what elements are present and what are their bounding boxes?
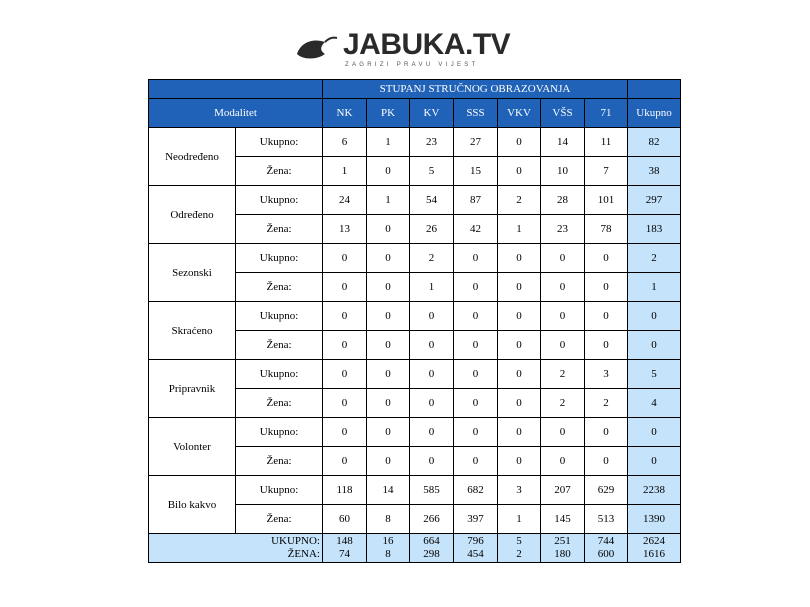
value-cell: 0 xyxy=(410,418,454,447)
row-label: Žena: xyxy=(236,447,323,476)
jabuka-logo xyxy=(295,28,511,72)
footer-women-value: 454 xyxy=(467,548,484,560)
row-total-cell: 0 xyxy=(628,331,681,360)
table-row xyxy=(149,244,681,273)
value-cell: 0 xyxy=(541,331,585,360)
row-label: Žena: xyxy=(236,273,323,302)
value-cell: 6 xyxy=(323,128,367,157)
column-header: KV xyxy=(410,99,454,128)
value-cell: 5 xyxy=(410,157,454,186)
value-cell: 0 xyxy=(541,273,585,302)
row-label: Žena: xyxy=(236,505,323,534)
value-cell: 28 xyxy=(541,186,585,215)
value-cell: 0 xyxy=(323,273,367,302)
footer-total-value: 664 xyxy=(423,535,440,547)
footer-women-value: 600 xyxy=(597,548,615,560)
value-cell: 3 xyxy=(585,360,628,389)
footer-women-value: 2 xyxy=(516,548,522,560)
value-cell: 0 xyxy=(367,331,410,360)
row-total-cell: 82 xyxy=(628,128,681,157)
value-cell: 54 xyxy=(410,186,454,215)
footer-total-value: 744 xyxy=(597,535,615,547)
logo-tagline: ZAGRIZI PRAVU VIJEST xyxy=(345,62,479,68)
row-label: Ukupno: xyxy=(236,186,323,215)
value-cell: 0 xyxy=(410,302,454,331)
value-cell: 11 xyxy=(585,128,628,157)
footer-cell xyxy=(541,534,585,563)
value-cell: 42 xyxy=(454,215,498,244)
value-cell: 7 xyxy=(585,157,628,186)
value-cell: 1 xyxy=(410,273,454,302)
logo-name: JABUKA.TV xyxy=(343,28,511,61)
table-row xyxy=(149,360,681,389)
modalitet-label: Bilo kakvo xyxy=(149,476,236,534)
value-cell: 682 xyxy=(454,476,498,505)
modalitet-header: Modalitet xyxy=(149,99,323,128)
title-spacer xyxy=(149,80,323,99)
column-header: VKV xyxy=(498,99,541,128)
value-cell: 101 xyxy=(585,186,628,215)
value-cell: 0 xyxy=(454,302,498,331)
footer-women-value: 74 xyxy=(339,548,350,560)
modalitet-label: Neodređeno xyxy=(149,128,236,186)
footer-cell xyxy=(367,534,410,563)
value-cell: 0 xyxy=(585,302,628,331)
value-cell: 0 xyxy=(541,418,585,447)
education-stats-table xyxy=(148,79,681,563)
footer-cell xyxy=(585,534,628,563)
row-total-cell: 0 xyxy=(628,418,681,447)
value-cell: 0 xyxy=(498,389,541,418)
footer-cell xyxy=(498,534,541,563)
footer-total-value: 2624 xyxy=(643,535,665,547)
value-cell: 13 xyxy=(323,215,367,244)
value-cell: 513 xyxy=(585,505,628,534)
modalitet-label: Skraćeno xyxy=(149,302,236,360)
title-spacer-right xyxy=(628,80,681,99)
footer-total-value: 251 xyxy=(554,535,571,547)
value-cell: 585 xyxy=(410,476,454,505)
value-cell: 0 xyxy=(498,447,541,476)
value-cell: 27 xyxy=(454,128,498,157)
value-cell: 2 xyxy=(498,186,541,215)
value-cell: 0 xyxy=(454,273,498,302)
value-cell: 0 xyxy=(367,418,410,447)
value-cell: 0 xyxy=(367,215,410,244)
value-cell: 0 xyxy=(323,244,367,273)
column-header: NK xyxy=(323,99,367,128)
value-cell: 0 xyxy=(454,331,498,360)
value-cell: 1 xyxy=(323,157,367,186)
table-row xyxy=(149,418,681,447)
row-label: Ukupno: xyxy=(236,418,323,447)
row-total-cell: 0 xyxy=(628,447,681,476)
footer-women-value: 298 xyxy=(423,548,440,560)
row-total-cell: 5 xyxy=(628,360,681,389)
value-cell: 1 xyxy=(367,186,410,215)
footer-cell xyxy=(628,534,681,563)
value-cell: 0 xyxy=(323,302,367,331)
value-cell: 0 xyxy=(585,331,628,360)
footer-cell xyxy=(323,534,367,563)
value-cell: 0 xyxy=(323,360,367,389)
value-cell: 0 xyxy=(454,418,498,447)
value-cell: 0 xyxy=(410,360,454,389)
value-cell: 0 xyxy=(323,447,367,476)
value-cell: 0 xyxy=(323,331,367,360)
value-cell: 14 xyxy=(367,476,410,505)
value-cell: 0 xyxy=(498,331,541,360)
value-cell: 207 xyxy=(541,476,585,505)
value-cell: 0 xyxy=(323,418,367,447)
row-label: Ukupno: xyxy=(236,360,323,389)
value-cell: 629 xyxy=(585,476,628,505)
value-cell: 3 xyxy=(498,476,541,505)
column-header: SSS xyxy=(454,99,498,128)
footer-total-value: 796 xyxy=(467,535,484,547)
modalitet-label: Volonter xyxy=(149,418,236,476)
value-cell: 0 xyxy=(585,447,628,476)
table-row xyxy=(149,476,681,505)
footer-women-value: 1616 xyxy=(643,548,665,560)
value-cell: 8 xyxy=(367,505,410,534)
value-cell: 0 xyxy=(454,389,498,418)
row-label: Ukupno: xyxy=(236,128,323,157)
value-cell: 0 xyxy=(410,447,454,476)
table-row xyxy=(149,186,681,215)
value-cell: 78 xyxy=(585,215,628,244)
row-total-cell: 1 xyxy=(628,273,681,302)
row-label: Žena: xyxy=(236,389,323,418)
row-total-cell: 2 xyxy=(628,244,681,273)
row-total-cell: 2238 xyxy=(628,476,681,505)
row-total-cell: 1390 xyxy=(628,505,681,534)
value-cell: 0 xyxy=(454,360,498,389)
footer-total-label: UKUPNO: xyxy=(271,535,320,547)
value-cell: 0 xyxy=(454,244,498,273)
value-cell: 2 xyxy=(541,389,585,418)
row-label: Žena: xyxy=(236,215,323,244)
value-cell: 0 xyxy=(585,418,628,447)
modalitet-label: Pripravnik xyxy=(149,360,236,418)
table-title: STUPANJ STRUČNOG OBRAZOVANJA xyxy=(323,80,628,99)
value-cell: 23 xyxy=(410,128,454,157)
row-label: Ukupno: xyxy=(236,476,323,505)
value-cell: 14 xyxy=(541,128,585,157)
column-header: VŠS xyxy=(541,99,585,128)
value-cell: 1 xyxy=(498,215,541,244)
footer-total-value: 5 xyxy=(516,535,522,547)
row-label: Žena: xyxy=(236,331,323,360)
value-cell: 1 xyxy=(498,505,541,534)
value-cell: 0 xyxy=(498,157,541,186)
value-cell: 2 xyxy=(410,244,454,273)
table-row xyxy=(149,128,681,157)
column-header: 71 xyxy=(585,99,628,128)
footer-total-value: 16 xyxy=(382,535,394,547)
row-total-cell: 297 xyxy=(628,186,681,215)
value-cell: 2 xyxy=(585,389,628,418)
value-cell: 0 xyxy=(498,128,541,157)
column-header: PK xyxy=(367,99,410,128)
value-cell: 397 xyxy=(454,505,498,534)
value-cell: 10 xyxy=(541,157,585,186)
value-cell: 0 xyxy=(541,244,585,273)
value-cell: 0 xyxy=(367,244,410,273)
value-cell: 1 xyxy=(367,128,410,157)
value-cell: 24 xyxy=(323,186,367,215)
value-cell: 0 xyxy=(410,389,454,418)
value-cell: 2 xyxy=(541,360,585,389)
row-label: Ukupno: xyxy=(236,244,323,273)
value-cell: 0 xyxy=(498,273,541,302)
footer-cell xyxy=(410,534,454,563)
row-total-cell: 4 xyxy=(628,389,681,418)
value-cell: 0 xyxy=(541,302,585,331)
value-cell: 0 xyxy=(410,331,454,360)
value-cell: 0 xyxy=(367,302,410,331)
value-cell: 87 xyxy=(454,186,498,215)
table-row xyxy=(149,302,681,331)
value-cell: 0 xyxy=(585,244,628,273)
row-total-cell: 38 xyxy=(628,157,681,186)
footer-labels xyxy=(149,534,323,563)
value-cell: 0 xyxy=(585,273,628,302)
value-cell: 0 xyxy=(498,302,541,331)
row-total-cell: 183 xyxy=(628,215,681,244)
value-cell: 0 xyxy=(541,447,585,476)
value-cell: 15 xyxy=(454,157,498,186)
value-cell: 145 xyxy=(541,505,585,534)
row-label: Žena: xyxy=(236,157,323,186)
value-cell: 0 xyxy=(367,360,410,389)
value-cell: 266 xyxy=(410,505,454,534)
footer-women-value: 180 xyxy=(554,548,571,560)
modalitet-label: Sezonski xyxy=(149,244,236,302)
apple-bite-icon xyxy=(295,32,339,60)
row-label: Ukupno: xyxy=(236,302,323,331)
column-header: Ukupno xyxy=(628,99,681,128)
modalitet-label: Određeno xyxy=(149,186,236,244)
value-cell: 118 xyxy=(323,476,367,505)
footer-total-value: 148 xyxy=(336,535,353,547)
value-cell: 0 xyxy=(498,360,541,389)
value-cell: 26 xyxy=(410,215,454,244)
value-cell: 0 xyxy=(367,273,410,302)
row-total-cell: 0 xyxy=(628,302,681,331)
value-cell: 0 xyxy=(323,389,367,418)
value-cell: 23 xyxy=(541,215,585,244)
value-cell: 60 xyxy=(323,505,367,534)
footer-women-value: 8 xyxy=(385,548,391,560)
value-cell: 0 xyxy=(498,418,541,447)
value-cell: 0 xyxy=(454,447,498,476)
value-cell: 0 xyxy=(367,157,410,186)
footer-cell xyxy=(454,534,498,563)
value-cell: 0 xyxy=(367,447,410,476)
footer-women-label: ŽENA: xyxy=(287,548,320,560)
value-cell: 0 xyxy=(367,389,410,418)
value-cell: 0 xyxy=(498,244,541,273)
footer-row xyxy=(149,534,681,563)
